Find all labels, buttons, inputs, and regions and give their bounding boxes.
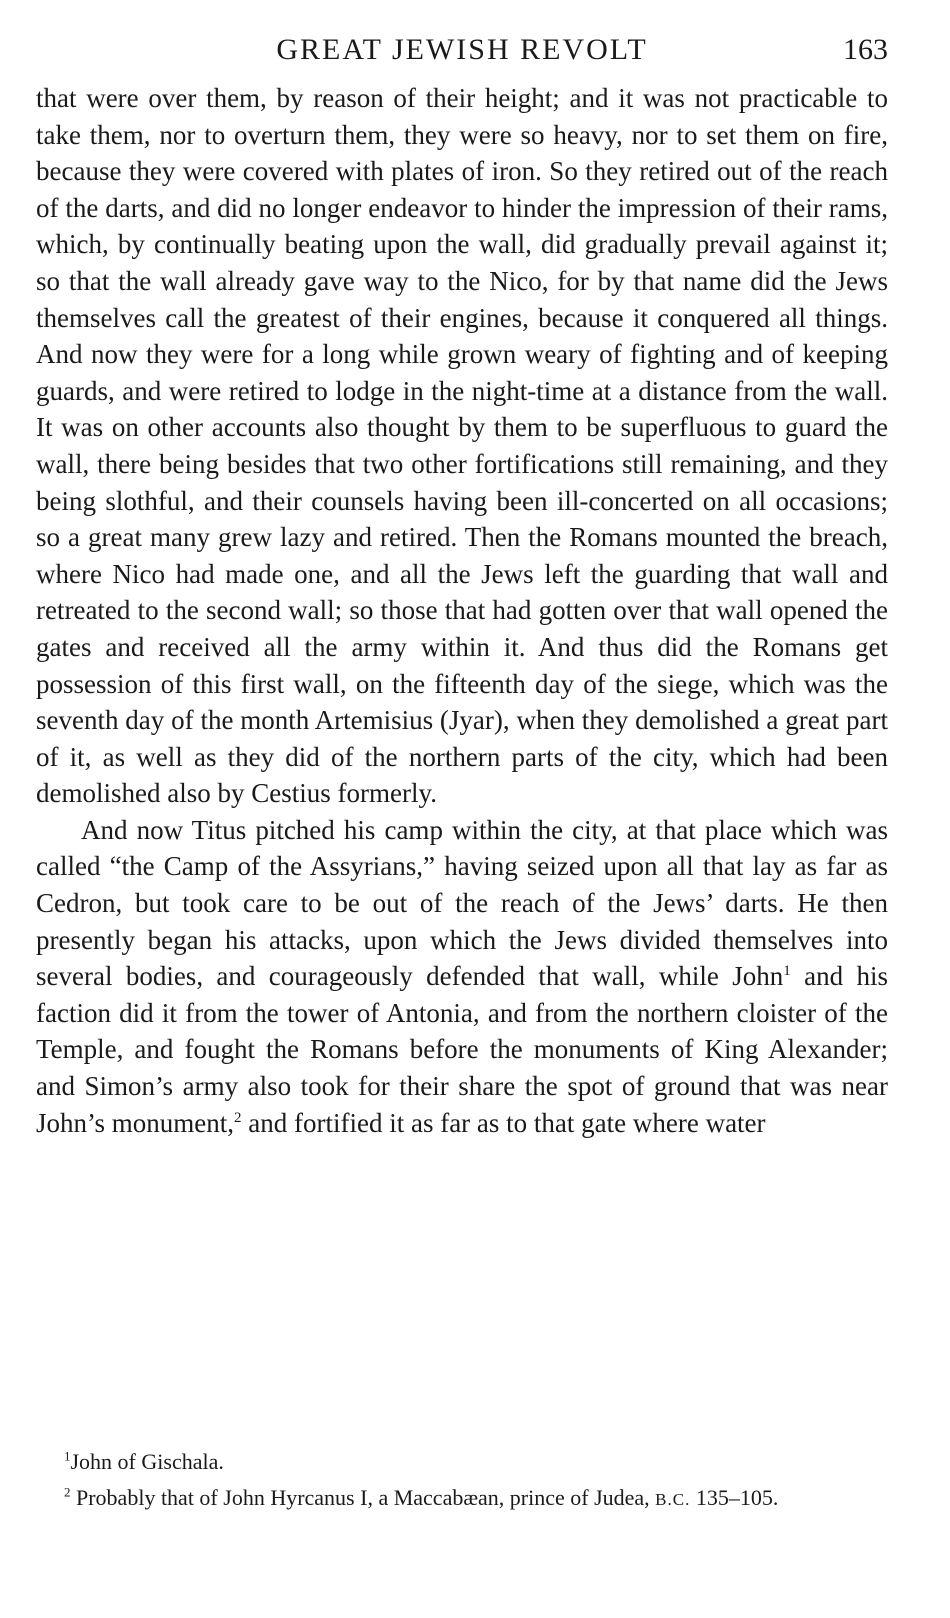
footnote-text-2: Probably that of John Hyrcanus I, a Maccabæan, prince of Judea, bbox=[76, 1485, 650, 1510]
footnote-2-years: 135–105. bbox=[695, 1485, 779, 1510]
footnote-ref-2: 2 bbox=[234, 1109, 242, 1126]
footnote-1 bbox=[36, 1444, 888, 1480]
footnote-text-1: John of Gischala. bbox=[70, 1449, 224, 1474]
book-page bbox=[36, 28, 888, 1510]
paragraph-2-part-c: and fortified it as far as to that gate where water bbox=[241, 1107, 766, 1138]
paragraph-2-part-a: And now Titus pitched his camp within the city, at that place which was called “the Camp of the Assyrians,” having seized upon all that lay as far as Cedron, but took care to be out of the reach of the Jews’ darts. He then presently began his attacks, upon which the Jews divided themselves into several bodies, and courageously defended that wall, while John bbox=[36, 814, 888, 992]
footnote-marker-1: 1 bbox=[64, 1448, 71, 1464]
paragraph-1: that were over them, by reason of their height; and it was not practicable to take them, nor to overturn them, they were so heavy, nor to set them on fire, because they were covered with plates of iron. So they retired out of the reach of the darts, and did no longer endeavor to hinder the impression of their rams, which, by continually beating upon the wall, did gradually prevail against it; so that the wall already gave way to the Nico, for by that name did the Jews themselves call the greatest of their engines, because it conquered all things. And now they were for a long while grown weary of fighting and of keeping guards, and were retired to lodge in the night-time at a distance from the wall. It was on other accounts also thought by them to be superfluous to guard the wall, there being besides that two other fortifications still remaining, and they being slothful, and their counsels having been ill-concerted on all occasions; so a great many grew lazy and retired. Then the Romans mounted the breach, where Nico had made one, and all the Jews left the guarding that wall and retreated to the second wall; so those that had gotten over that wall opened the gates and received all the army within it. And thus did the Romans get possession of this first wall, on the fifteenth day of the siege, which was the seventh day of the month Artemisius (Jyar), when they demolished a great part of it, as well as they did of the northern parts of the city, which had been demolished also by Cestius formerly. bbox=[36, 83, 888, 809]
footnote-marker-2: 2 bbox=[64, 1484, 71, 1500]
footnote-2 bbox=[36, 1480, 888, 1518]
footnote-ref-1: 1 bbox=[783, 963, 791, 980]
footnote-2-era: B.C. bbox=[655, 1490, 691, 1509]
page-number: 163 bbox=[843, 33, 888, 66]
paragraph-2-part-b: and his faction did it from the tower of Antonia, and from the northern cloister of the Temple, and fought the Romans before the monuments of King Alexander; and Simon’s army also took for their share the spot of ground that was near John’s monument, bbox=[36, 961, 888, 1138]
running-head bbox=[36, 28, 888, 72]
footnotes bbox=[36, 1444, 888, 1518]
paragraph-2 bbox=[36, 812, 888, 1141]
body-text bbox=[36, 80, 888, 1141]
chapter-title: GREAT JEWISH REVOLT bbox=[276, 33, 648, 66]
